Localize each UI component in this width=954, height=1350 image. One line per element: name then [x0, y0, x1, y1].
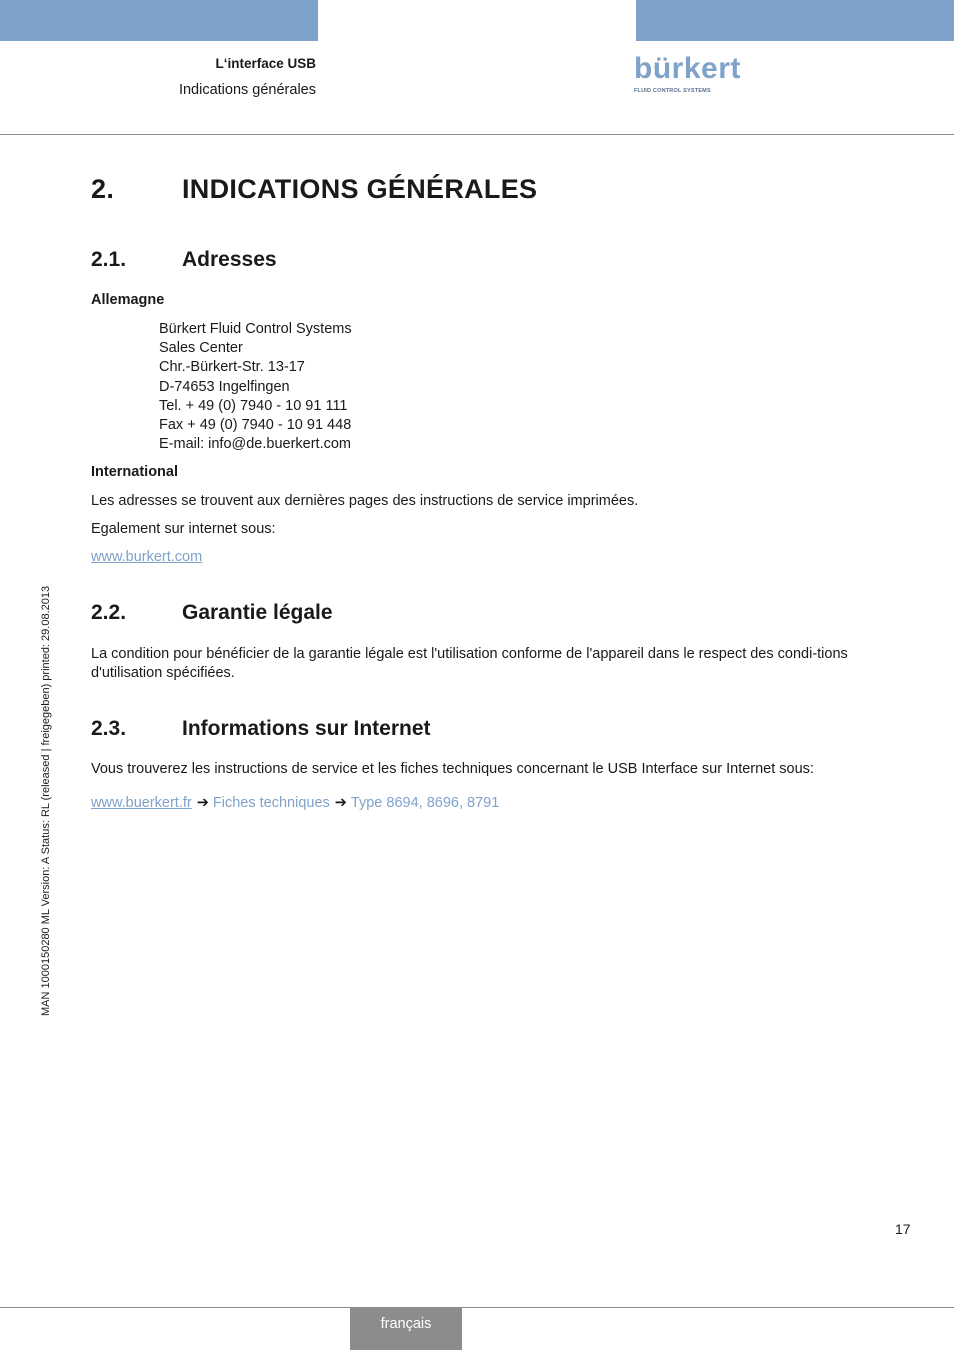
page-number: 17 [895, 1221, 911, 1237]
datasheets-step: Fiches techniques [212, 795, 330, 811]
address-line: D-74653 Ingelfingen [159, 378, 290, 395]
burkert-logo [634, 52, 741, 98]
document-id-sidebar: MAN 1000150280 ML Version: A Status: RL (released | freigegeben) printed: 29.08.2013 [40, 585, 52, 1016]
buerkert-fr-link[interactable]: www.buerkert.fr [91, 795, 192, 811]
section-number: 2.2. [91, 601, 127, 624]
internet-info-text: Vous trouverez les instructions de service et les fiches techniques concernant le USB Interface sur Internet sous: [91, 761, 814, 777]
header-subtitle: Indications générales [178, 82, 316, 98]
international-text: Les adresses se trouvent aux dernières pages des instructions de service imprimées. [91, 493, 639, 509]
chapter-heading [91, 174, 537, 205]
address-line: Fax + 49 (0) 7940 - 10 91 448 [159, 417, 352, 434]
arrow-right-icon: ➔ [196, 795, 209, 811]
logo-word: bürkert [634, 52, 741, 85]
chapter-title: INDICATIONS GÉNÉRALES [182, 174, 538, 204]
address-line: Bürkert Fluid Control Systems [159, 321, 352, 337]
section-title: Garantie légale [182, 601, 333, 624]
section-title: Adresses [182, 248, 277, 271]
address-line: Chr.-Bürkert-Str. 13-17 [159, 359, 305, 376]
address-line: Tel. + 49 (0) 7940 - 10 91 111 [159, 397, 348, 414]
section-title: Informations sur Internet [182, 717, 431, 740]
footer-divider [0, 1307, 954, 1308]
section-number: 2.3. [91, 717, 127, 740]
language-tab: français [350, 1308, 462, 1350]
header-title: L‘interface USB [215, 56, 316, 71]
chapter-number: 2. [91, 174, 115, 204]
header-band-right [636, 0, 954, 41]
section-heading-warranty [91, 601, 333, 625]
address-line: E-mail: info@de.buerkert.com [159, 436, 352, 453]
type-step: Type 8694, 8696, 8791 [350, 795, 500, 811]
arrow-right-icon: ➔ [334, 795, 347, 811]
address-line: Sales Center [159, 340, 243, 357]
section-heading-internet [91, 717, 431, 741]
international-label: International [91, 464, 179, 480]
germany-label: Allemagne [91, 292, 165, 308]
warranty-text: La condition pour bénéficier de la garantie légale est l'utilisation conforme de l'appareil dans le respect des condi-tions d'utilisation spécifiées. [91, 646, 848, 681]
internet-text: Egalement sur internet sous: [91, 521, 276, 537]
website-link[interactable]: www.burkert.com [91, 549, 203, 565]
logo-tagline: FLUID CONTROL SYSTEMS [634, 88, 711, 94]
section-heading-addresses [91, 248, 277, 272]
navigation-path [91, 795, 499, 811]
germany-address [159, 320, 352, 454]
section-number: 2.1. [91, 248, 127, 271]
header-divider [0, 134, 954, 135]
header-band-left [0, 0, 318, 41]
